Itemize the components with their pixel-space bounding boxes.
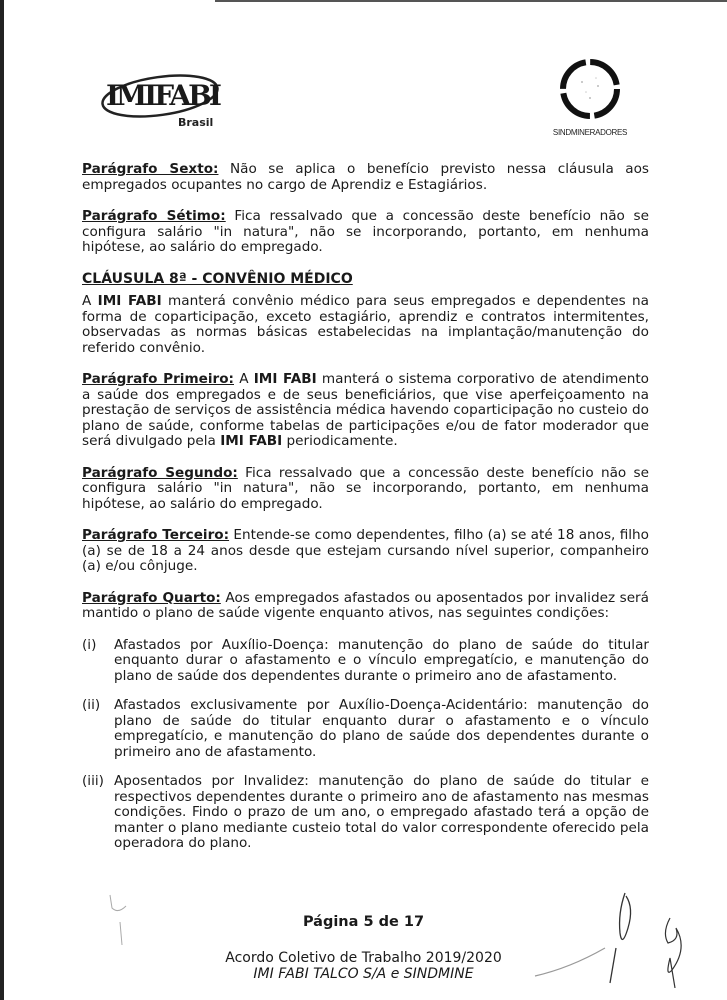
list-marker: (iii) [82,773,104,789]
list-marker: (ii) [82,697,101,713]
paragraph-label: Parágrafo Segundo: [82,464,238,481]
paragraph-text: periodicamente. [282,433,398,449]
paragraph-text: Não se aplica o benefício previsto nessa cláusula aos empregados ocupantes no cargo de Aprendiz e Estagiários. [82,161,649,193]
clause-title: CLÁUSULA 8ª - CONVÊNIO MÉDICO [82,270,353,287]
page-number: Página 5 de 17 [302,914,425,930]
company-name: IMI FABI [220,433,283,449]
paragraph-label: Parágrafo Primeiro: [82,371,234,387]
imifabi-logo-mark [98,70,228,122]
list-item-text: Aposentados por Invalidez: manutenção do plano de saúde do titular e respectivos dependentes durante o primeiro ano de afastamento nas mesmas condições. Findo o prazo de um ano, o empregado afastado terá a opção de manter o plano mediante custeio total do valor correspondente oferecido pela operadora do plano. [114,773,649,851]
imifabi-logo-text: IMIFABI [106,79,219,112]
paragraph-label: Parágrafo Terceiro: [82,527,230,543]
list-item-text: Afastados exclusivamente por Auxílio-Doença-Acidentário: manutenção do plano de saúde do titular enquanto durar o afastamento e o vínculo empregatício, e manutenção do plano de saúde dos dependentes durante o primeiro ano de afastamento. [114,697,649,760]
paragraph-sexto [82,162,649,193]
paragraph-text: A [234,371,254,387]
imifabi-logo-subtitle: Brasil [178,116,214,129]
sindmineradores-logo-caption: SINDMINERADORES [552,128,628,137]
paragraph-terceiro [82,528,649,575]
clause-intro [82,294,649,356]
list-item-text: Afastados por Auxílio-Doença: manutenção do plano de saúde do titular enquanto durar o afastamento e o vínculo empregatício, e manutenção do plano de saúde dos dependentes durante o primeiro ano de afastamento. [114,636,649,684]
paragraph-label: Parágrafo Quarto: [82,589,221,606]
paragraph-primeiro [82,372,649,450]
sindmineradores-logo [540,52,640,147]
list-item [82,774,649,852]
document-body [82,162,649,866]
paragraph-segundo [82,466,649,513]
sindmineradores-circle-icon [540,52,640,127]
company-name: IMI FABI [97,293,162,309]
footer-parties: IMI FABI TALCO S/A e SINDMINE [253,966,474,982]
paragraph-label: Parágrafo Sexto: [82,161,219,177]
paragraph-text: Entende-se como dependentes, filho (a) se até 18 anos, filho (a) se de 18 a 24 anos desde que estejam cursando nível superior, companheiro (a) e/ou cônjuge. [82,527,649,574]
signature-mark [530,888,710,988]
footer-agreement-title: Acordo Coletivo de Trabalho 2019/2020 [225,950,502,966]
list-marker: (i) [82,636,97,653]
paragraph-text: Fica ressalvado que a concessão deste benefício não se configura salário "in natura", não se incorporando, portanto, em nenhuma hipótese, ao salário do empregado. [82,464,650,512]
clause-intro-text: manterá convênio médico para seus empregados e dependentes na forma de coparticipação, exceto estagiário, aprendiz e contratos intermitentes, observadas as normas básicas estabelecidas na implantação/manutenção do referido convênio. [82,293,649,356]
paragraph-quarto [82,591,649,622]
clause-intro-text: A [82,293,98,309]
scan-top-rule [215,0,727,2]
paragraph-label: Parágrafo Sétimo: [82,208,226,224]
paragraph-setimo [82,209,649,256]
company-name: IMI FABI [253,371,317,387]
list-item [82,698,649,760]
initials-mark-left [100,890,140,950]
paragraph-text: manterá o sistema corporativo de atendimento a saúde dos empregados e de seus beneficiários, que vise aperfeiçoamento na prestação de serviços de assistência médica havendo coparticipação no custeio do plano de saúde, conforme tabelas de participações e/ou de fator moderador que será divulgado pela [82,371,649,449]
list-item [82,638,649,685]
scan-left-border [0,0,4,1000]
paragraph-text: Aos empregados afastados ou aposentados por invalidez será mantido o plano de saúde vigente enquanto ativos, nas seguintes condições: [82,589,649,621]
paragraph-text: Fica ressalvado que a concessão deste benefício não se configura salário "in natura", não se incorporando, portanto, em nenhuma hipótese, ao salário do empregado. [82,208,649,255]
